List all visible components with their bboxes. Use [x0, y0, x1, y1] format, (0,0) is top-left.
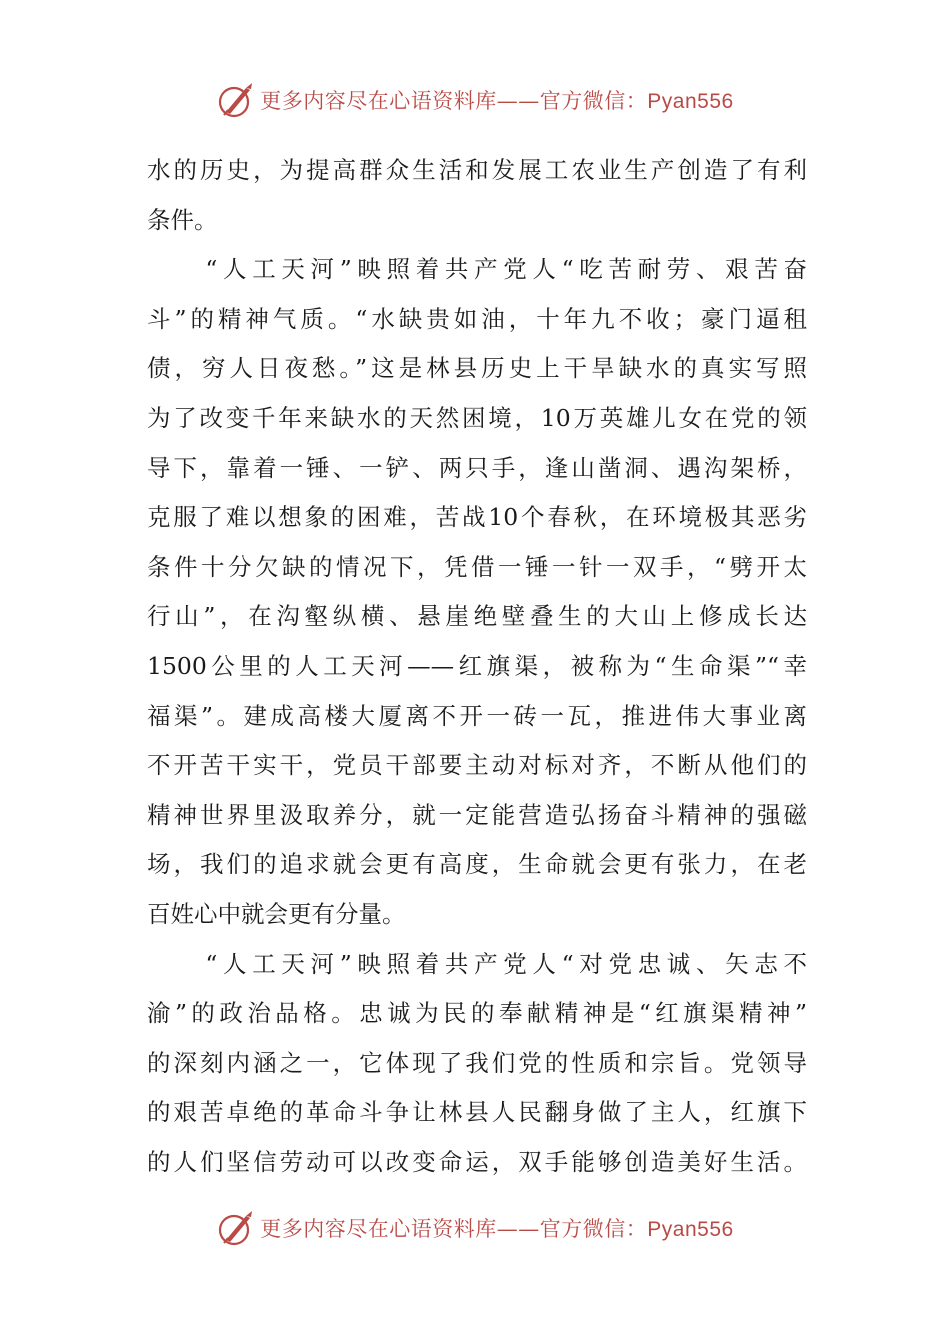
text-line: 债，穷人日夜愁。”这是林县历史上干旱缺水的真实写照	[147, 354, 807, 383]
header-banner	[0, 78, 950, 122]
text-line: “人工天河”映照着共产党人“对党忠诚、矢志不	[147, 949, 807, 978]
text-line: 不开苦干实干，党员干部要主动对标对齐，不断从他们的	[147, 751, 807, 780]
text-line: 1500公里的人工天河——红旗渠，被称为“生命渠”“幸	[147, 651, 807, 680]
footer-banner	[0, 1206, 950, 1250]
text-line: 的人们坚信劳动可以改变命运，双手能够创造美好生活。	[147, 1147, 807, 1176]
text-line: 条件。	[147, 205, 218, 234]
pen-feather-logo-icon	[216, 1208, 256, 1248]
text-line: 渝”的政治品格。忠诚为民的奉献精神是“红旗渠精神”	[147, 999, 807, 1028]
text-line: 斗”的精神气质。“水缺贵如油，十年九不收；豪门逼租	[147, 304, 807, 333]
text-line: 为了改变千年来缺水的天然困境，10万英雄儿女在党的领	[147, 403, 807, 432]
pen-feather-logo-icon	[216, 80, 256, 120]
text-line: 条件十分欠缺的情况下，凭借一锤一针一双手，“劈开太	[147, 552, 807, 581]
text-line: 百姓心中就会更有分量。	[147, 899, 406, 928]
text-line: 精神世界里汲取养分，就一定能营造弘扬奋斗精神的强磁	[147, 800, 807, 829]
header-banner-text: 更多内容尽在心语资料库——官方微信：Pyan556	[260, 89, 734, 113]
text-line: 的艰苦卓绝的革命斗争让林县人民翻身做了主人，红旗下	[147, 1098, 807, 1127]
footer-banner-text: 更多内容尽在心语资料库——官方微信：Pyan556	[260, 1217, 734, 1241]
text-line: 导下，靠着一锤、一铲、两只手，逢山凿洞、遇沟架桥，	[147, 453, 807, 482]
text-line: 行山”，在沟壑纵横、悬崖绝壁叠生的大山上修成长达	[147, 602, 807, 631]
text-line: 福渠”。建成高楼大厦离不开一砖一瓦，推进伟大事业离	[147, 701, 807, 730]
text-line: 克服了难以想象的困难，苦战10个春秋，在环境极其恶劣	[147, 503, 807, 532]
text-line: 的深刻内涵之一，它体现了我们党的性质和宗旨。党领导	[147, 1048, 807, 1077]
text-line: 场，我们的追求就会更有高度，生命就会更有张力，在老	[147, 850, 807, 879]
text-line: “人工天河”映照着共产党人“吃苦耐劳、艰苦奋	[147, 255, 807, 284]
text-line: 水的历史，为提高群众生活和发展工农业生产创造了有利	[147, 156, 807, 184]
article-body	[147, 146, 807, 1187]
